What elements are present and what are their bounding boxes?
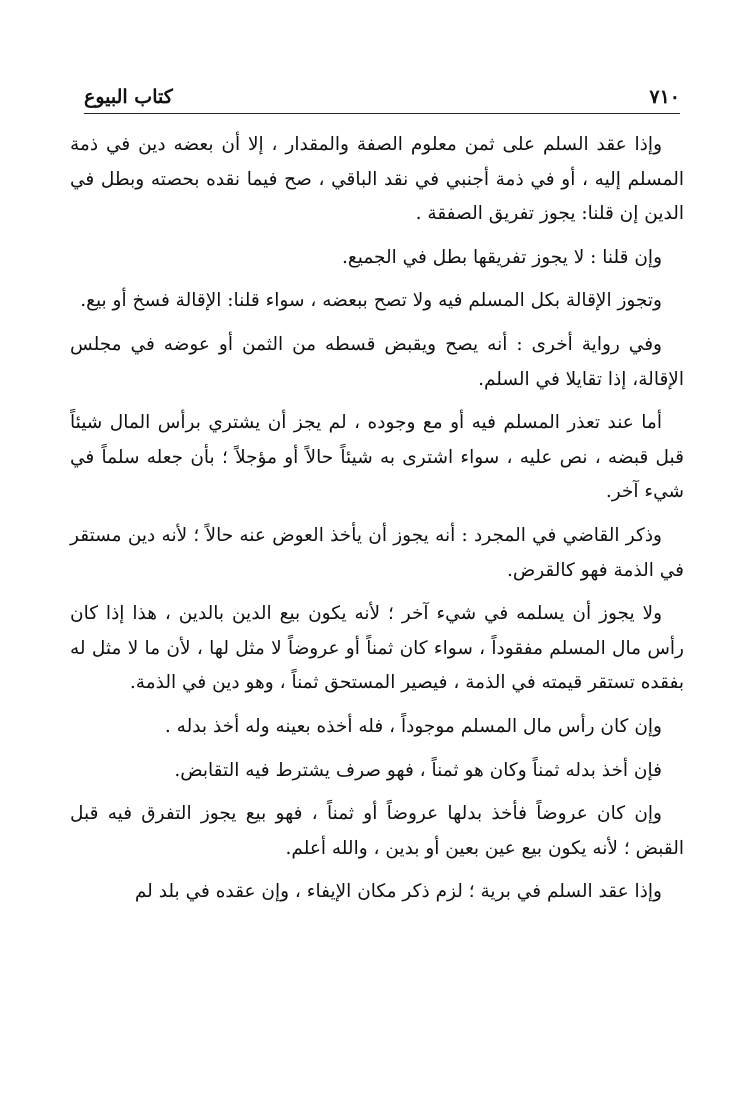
paragraph: ولا يجوز أن يسلمه في شيء آخر ؛ لأنه يكون بيع الدين بالدين ، هذا إذا كان رأس مال المسلم مفقوداً ، سواء كان ثمناً أو عروضاً لا مثل لها ، لأن ما لا مثل له بفقده تستقر قيمته في الذمة ، فيصير المستحق ثمناً ، وهو دين في الذمة. (70, 603, 684, 694)
paragraph: وإذا عقد السلم على ثمن معلوم الصفة والمقدار ، إلا أن بعضه دين في ذمة المسلم إليه ، أو في ذمة أجنبي في نقد الباقي ، صح فيما نقده بحصته وبطل في الدين إن قلنا: يجوز تفريق الصفقة . (70, 134, 684, 225)
paragraph: وإن كان عروضاً فأخذ بدلها عروضاً أو ثمناً ، فهو بيع يجوز التفرق فيه قبل القبض ؛ لأنه يكون بيع عين بعين أو بدين ، والله أعلم. (70, 803, 684, 859)
page-body (70, 128, 684, 919)
running-title: كتاب البيوع (84, 86, 173, 108)
page-number: ٧١٠ (649, 86, 680, 108)
page-header (84, 78, 680, 108)
header-rule (84, 113, 680, 114)
paragraph: وإن كان رأس مال المسلم موجوداً ، فله أخذه بعينه وله أخذ بدله . (164, 715, 662, 737)
paragraph: وإذا عقد السلم في برية ؛ لزم ذكر مكان الإيفاء ، وإن عقده في بلد لم (134, 881, 662, 903)
paragraph: وذكر القاضي في المجرد : أنه يجوز أن يأخذ العوض عنه حالاً ؛ لأنه دين مستقر في الذمة فهو كالقرض. (70, 524, 684, 581)
paragraph: وتجوز الإقالة بكل المسلم فيه ولا تصح ببعضه ، سواء قلنا: الإقالة فسخ أو بيع. (80, 290, 662, 312)
paragraph: أما عند تعذر المسلم فيه أو مع وجوده ، لم يجز أن يشتري برأس المال شيئاً قبل قبضه ، نص عليه ، سواء اشترى به شيئاً حالاً أو مؤجلاً ؛ بأن جعله سلماً في شيء آخر. (70, 412, 684, 503)
paragraph: وفي رواية أخرى : أنه يصح ويقبض قسطه من الثمن أو عوضه في مجلس الإقالة، إذا تقايلا في السلم. (70, 333, 684, 390)
paragraph: فإن أخذ بدله ثمناً وكان هو ثمناً ، فهو صرف يشترط فيه التقابض. (174, 759, 662, 781)
paragraph: وإن قلنا : لا يجوز تفريقها بطل في الجميع. (342, 246, 662, 268)
